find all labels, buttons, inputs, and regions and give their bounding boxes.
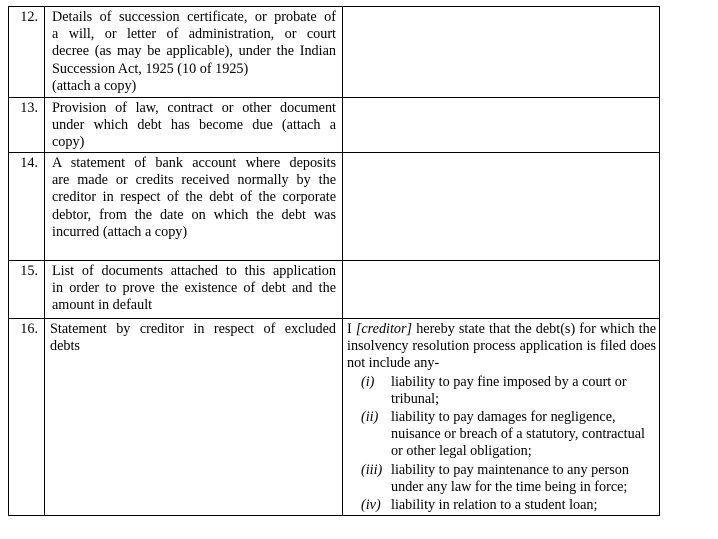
row-number: 16. [9, 319, 45, 516]
description-line: a will, or letter of administration, or court [52, 26, 336, 43]
description-line: debts [50, 338, 80, 355]
item-label: (iii) [361, 461, 383, 478]
creditor-statement [343, 319, 660, 516]
description-line: under which debt has become due (attach a [52, 117, 336, 134]
row-number: 12. [9, 7, 45, 98]
row-number: 15. [9, 261, 45, 319]
list-item [347, 374, 656, 408]
item-label: (iv) [361, 497, 381, 514]
table-row-14 [9, 153, 660, 261]
creditor-placeholder: [creditor] [355, 321, 413, 337]
description-line: A statement of bank account where deposits [52, 155, 336, 171]
list-item [347, 409, 656, 461]
description-line: Provision of law, contract or other document [52, 100, 336, 116]
row-description [45, 153, 343, 261]
item-label: (i) [361, 373, 375, 390]
description-line: List of documents attached to this application [52, 263, 336, 279]
row-description [45, 98, 343, 153]
description-line: amount in default [52, 297, 153, 314]
item-label: (ii) [361, 409, 379, 426]
item-text: liability in relation to a student loan; [391, 497, 598, 514]
list-item [347, 497, 656, 514]
row-response-empty [343, 261, 660, 319]
table-row-13 [9, 98, 660, 153]
description-line: creditor in respect of the debt of the corporate [52, 189, 336, 206]
description-line: are made or credits received normally by the [52, 172, 336, 189]
table-row-12 [9, 7, 660, 98]
table-row-15 [9, 261, 660, 319]
row-number: 14. [9, 153, 45, 261]
row-response-empty [343, 153, 660, 261]
description-line: Succession Act, 1925 (10 of 1925) [52, 60, 249, 77]
list-item [347, 462, 656, 496]
application-form-table [8, 6, 660, 516]
description-line: (attach a copy) [52, 77, 137, 94]
item-text: liability to pay maintenance to any person under any law for the time being in force; [391, 461, 629, 495]
description-line: in order to prove the existence of debt and the [52, 280, 336, 297]
description-line: copy) [52, 134, 85, 151]
item-text: liability to pay fine imposed by a court or tribunal; [391, 373, 627, 407]
description-line: decree (as may be applicable), under the Indian [52, 43, 336, 60]
row-response-empty [343, 98, 660, 153]
statement-prefix: I [347, 321, 352, 337]
description-line: Details of succession certificate, or probate of [52, 9, 336, 25]
description-line: incurred (attach a copy) [52, 223, 188, 240]
description-line: debtor, from the date on which the debt was [52, 206, 336, 223]
table-row-16 [9, 319, 660, 516]
item-text: liability to pay damages for negligence, nuisance or breach of a statutory, contractual or other legal obligation; [391, 409, 645, 460]
description-line: Statement by creditor in respect of excluded [50, 321, 336, 337]
row-description [45, 261, 343, 319]
row-description [45, 319, 343, 516]
statement-intro [347, 321, 656, 373]
excluded-debts-list [347, 374, 656, 515]
statement-text: hereby state that the debt(s) for which the insolvency resolution process application is filed does not include any- [347, 321, 657, 372]
row-description [45, 7, 343, 98]
row-number: 13. [9, 98, 45, 153]
row-response-empty [343, 7, 660, 98]
